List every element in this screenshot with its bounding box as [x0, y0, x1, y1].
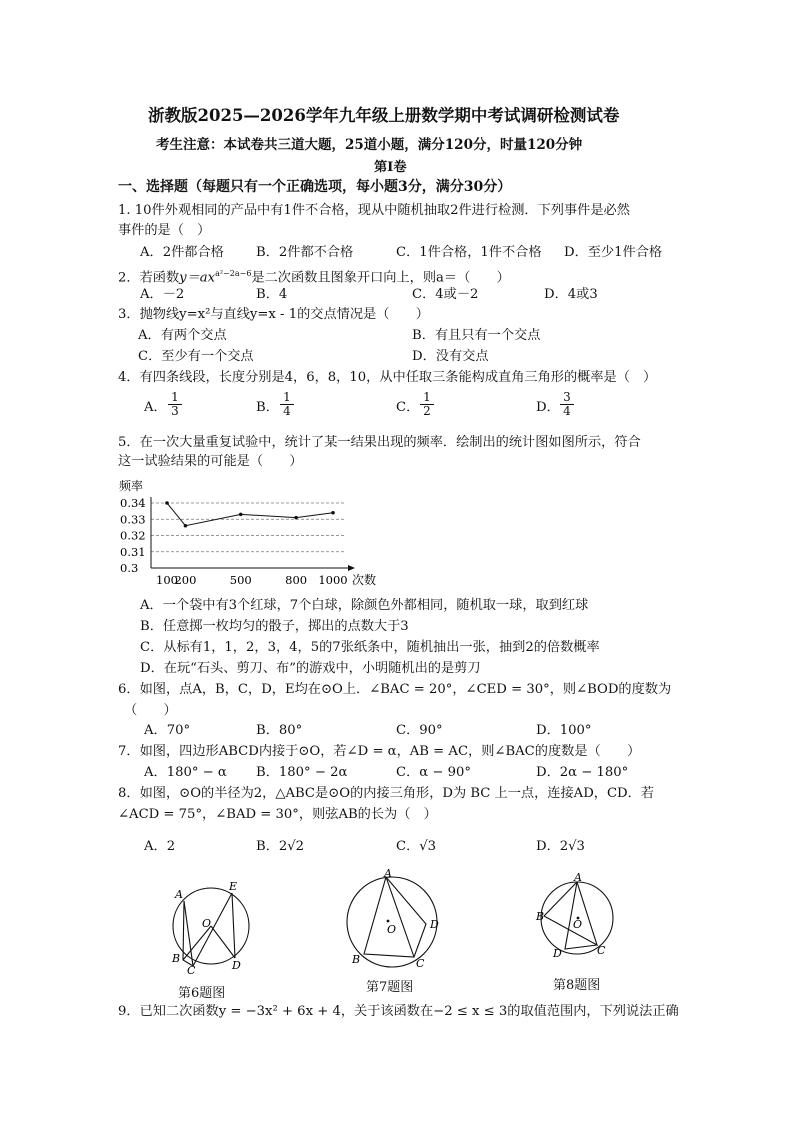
q2-option-a: A．－2	[140, 287, 185, 302]
q5-option-c: C．从标有1，1，2，3，4，5的7张纸条中，随机抽出一张，抽到2的倍数概率	[140, 640, 600, 655]
chart-data-point	[294, 516, 298, 520]
figure-7-caption: 第7题图	[366, 980, 414, 995]
volume-label: 第Ⅰ卷	[374, 160, 407, 175]
fig7-quadrilateral-abcd	[364, 877, 426, 957]
q4-c-numerator: 1	[420, 391, 434, 405]
q1-option-b: B．2件都不合格	[256, 245, 354, 260]
q8-stem-line1: 8．如图，⊙O的半径为2，△ABC是⊙O的内接三角形，D为 BC 上一点，连接AD，CD．若	[118, 786, 654, 801]
fig8-label-c: C	[597, 944, 606, 957]
q8-option-c: C．√3	[396, 839, 437, 854]
fig7-diagonal-ac	[386, 877, 414, 957]
fig7-label-o: O	[387, 923, 397, 936]
q5-option-b: B．任意掷一枚均匀的骰子，掷出的点数大于3	[140, 619, 409, 634]
fig8-segments-ad-dc	[565, 882, 597, 949]
chart-x-tick-label: 800	[285, 573, 308, 587]
fig6-label-a: A	[175, 888, 183, 901]
q2-option-c: C．4或－2	[412, 287, 479, 302]
fig7-label-b: B	[352, 953, 361, 966]
chart-y-label: 频率	[119, 479, 144, 493]
chart-y-tick-label: 0.33	[120, 512, 146, 527]
fig7-label-a: A	[384, 867, 392, 880]
q5-option-a: A．一个袋中有3个红球，7个白球，除颜色外都相同，随机取一球，取到红球	[140, 598, 589, 613]
q3-stem: 3．抛物线y=x²与直线y=x - 1的交点情况是（ ）	[118, 307, 429, 322]
q2-function: y＝ax	[179, 270, 216, 286]
q2-option-b: B．4	[256, 287, 288, 302]
q2-exponent: a²−2a−6	[215, 269, 252, 278]
q8-stem-line2: ∠ACD = 75°，∠BAD = 30°，则弦AB的长为（ ）	[118, 807, 437, 822]
q1-option-a: A．2件都合格	[140, 245, 224, 260]
q4-option-b-label: B．	[256, 400, 279, 415]
q4-option-c-label: C．	[396, 400, 420, 415]
q7-option-c: C．α − 90°	[396, 765, 471, 780]
q4-c-denominator: 2	[423, 404, 431, 418]
q5-option-d: D．在玩“石头、剪刀、布”的游戏中，小明随机出的是剪刀	[140, 661, 481, 676]
q2-stem-pre: 2．若函数	[118, 270, 180, 286]
q2-stem-post: 是二次函数且图象开口向上，则a＝（ ）	[251, 270, 510, 286]
chart-y-tick-label: 0.34	[120, 496, 146, 510]
fig6-label-o: O	[202, 917, 212, 930]
q6-option-b: B．80°	[256, 723, 303, 738]
q8-option-d: D．2√3	[536, 839, 585, 854]
q7-stem: 7．如图，四边形ABCD内接于⊙O，若∠D = α，AB = AC，则∠BAC的度数是（ ）	[118, 744, 641, 759]
q6-option-c: C．90°	[396, 723, 443, 738]
chart-x-tick-label: 200	[174, 573, 197, 587]
q5-stem-line1: 5．在一次大量重复试验中，统计了某一结果出现的频率．绘制出的统计图如图所示，符合	[118, 435, 641, 450]
q3-option-d: D．没有交点	[412, 349, 489, 364]
q2-option-d: D．4或3	[544, 287, 598, 302]
q3-option-b: B．有且只有一个交点	[412, 328, 541, 343]
chart-y-tick-label: 0.32	[120, 528, 146, 543]
chart-x-tick-label: 1000	[318, 573, 348, 587]
q5-stem-line2: 这一试验结果的可能是（ ）	[118, 454, 303, 469]
fig7-label-c: C	[416, 957, 425, 970]
q7-option-a: A．180° − α	[144, 765, 227, 780]
q4-option-c-fraction	[420, 391, 434, 418]
chart-x-ticks	[156, 573, 348, 587]
chart-y-ticks	[120, 496, 146, 575]
fig8-label-d: D	[553, 947, 562, 960]
q4-a-denominator: 3	[171, 404, 179, 418]
figure-8-diagram	[533, 870, 623, 962]
frequency-chart	[115, 475, 395, 590]
q4-option-b-fraction	[280, 391, 294, 418]
q4-b-denominator: 4	[283, 404, 291, 418]
chart-grid	[151, 503, 345, 552]
fig6-label-e: E	[229, 880, 238, 893]
fig7-label-d: D	[430, 918, 439, 931]
q8-option-a: A．2	[144, 839, 176, 854]
chart-x-arrow	[348, 565, 355, 571]
q8-option-b: B．2√2	[256, 839, 305, 854]
q4-option-a-fraction	[168, 391, 182, 418]
chart-y-tick-label: 0.3	[120, 561, 139, 575]
q4-option-a-label: A．	[144, 400, 167, 415]
q4-a-numerator: 1	[168, 391, 182, 405]
fig8-label-b: B	[536, 910, 545, 923]
q7-option-d: D．2α − 180°	[536, 765, 629, 780]
q9-stem: 9．已知二次函数y = −3x² + 6x + 4，关于该函数在−2 ≤ x ≤ 3的取值范围内，下列说法正确	[118, 1004, 679, 1019]
chart-x-tick-label: 100	[156, 573, 178, 587]
q3-option-a: A．有两个交点	[138, 328, 227, 343]
fig7-circle	[347, 877, 437, 967]
chart-data-point	[239, 513, 243, 517]
chart-x-tick-label: 500	[229, 573, 252, 587]
figure-6-diagram	[166, 878, 262, 974]
chart-series-line	[167, 503, 333, 526]
q4-option-d-label: D．	[536, 400, 560, 415]
figure-6-caption: 第6题图	[178, 986, 226, 1001]
chart-data-point	[184, 524, 188, 528]
fig7-center-dot	[387, 920, 390, 923]
section-heading: 一、选择题（每题只有一个正确选项，每小题3分，满分30分）	[118, 179, 512, 195]
q1-stem-line1: 1. 10件外观相同的产品中有1件不合格，现从中随机抽取2件进行检测．下列事件是必然	[118, 203, 630, 218]
q1-option-d: D．至少1件合格	[564, 245, 663, 260]
q4-option-d-fraction	[560, 391, 574, 418]
q2-stem	[118, 265, 510, 286]
q7-option-b: B．180° − 2α	[256, 765, 348, 780]
q3-option-c: C．至少有一个交点	[138, 349, 254, 364]
fig6-label-d: D	[232, 959, 241, 972]
chart-data-point	[331, 511, 335, 515]
fig6-segment-od	[211, 926, 235, 958]
chart-y-tick-label: 0.31	[120, 544, 146, 559]
fig8-label-a: A	[574, 871, 582, 884]
q6-option-d: D．100°	[536, 723, 592, 738]
fig6-segment-ed	[232, 893, 235, 958]
fig6-segment-ob	[183, 926, 211, 960]
q6-stem-line1: 6．如图，点A，B，C，D，E均在⊙O上．∠BAC = 20°，∠CED = 30°，则∠BOD的度数为	[118, 682, 672, 697]
q4-d-denominator: 4	[563, 404, 571, 418]
figure-8-caption: 第8题图	[553, 978, 601, 993]
chart-series-points	[165, 501, 335, 527]
fig6-label-c: C	[187, 964, 196, 974]
exam-notice: 考生注意：本试卷共三道大题，25道小题，满分120分，时量120分钟	[156, 137, 583, 153]
exam-title: 浙教版2025—2026学年九年级上册数学期中考试调研检测试卷	[148, 106, 620, 125]
fig6-label-b: B	[172, 952, 181, 965]
q4-d-numerator: 3	[560, 391, 574, 405]
q6-stem-line2: （ ）	[124, 703, 177, 718]
q4-b-numerator: 1	[280, 391, 294, 405]
fig8-label-o: O	[573, 918, 583, 931]
fig6-segment-ec	[193, 893, 232, 966]
q4-stem: 4．有四条线段，长度分别是4，6，8，10，从中任取三条能构成直角三角形的概率是（ ）	[118, 370, 657, 385]
q6-option-a: A．70°	[144, 723, 191, 738]
q1-stem-line2: 事件的是（ ）	[118, 223, 211, 238]
chart-x-label: 次数	[352, 573, 377, 587]
q1-option-c: C．1件合格，1件不合格	[396, 245, 542, 260]
figure-7-diagram	[340, 866, 450, 976]
chart-data-point	[165, 501, 169, 505]
